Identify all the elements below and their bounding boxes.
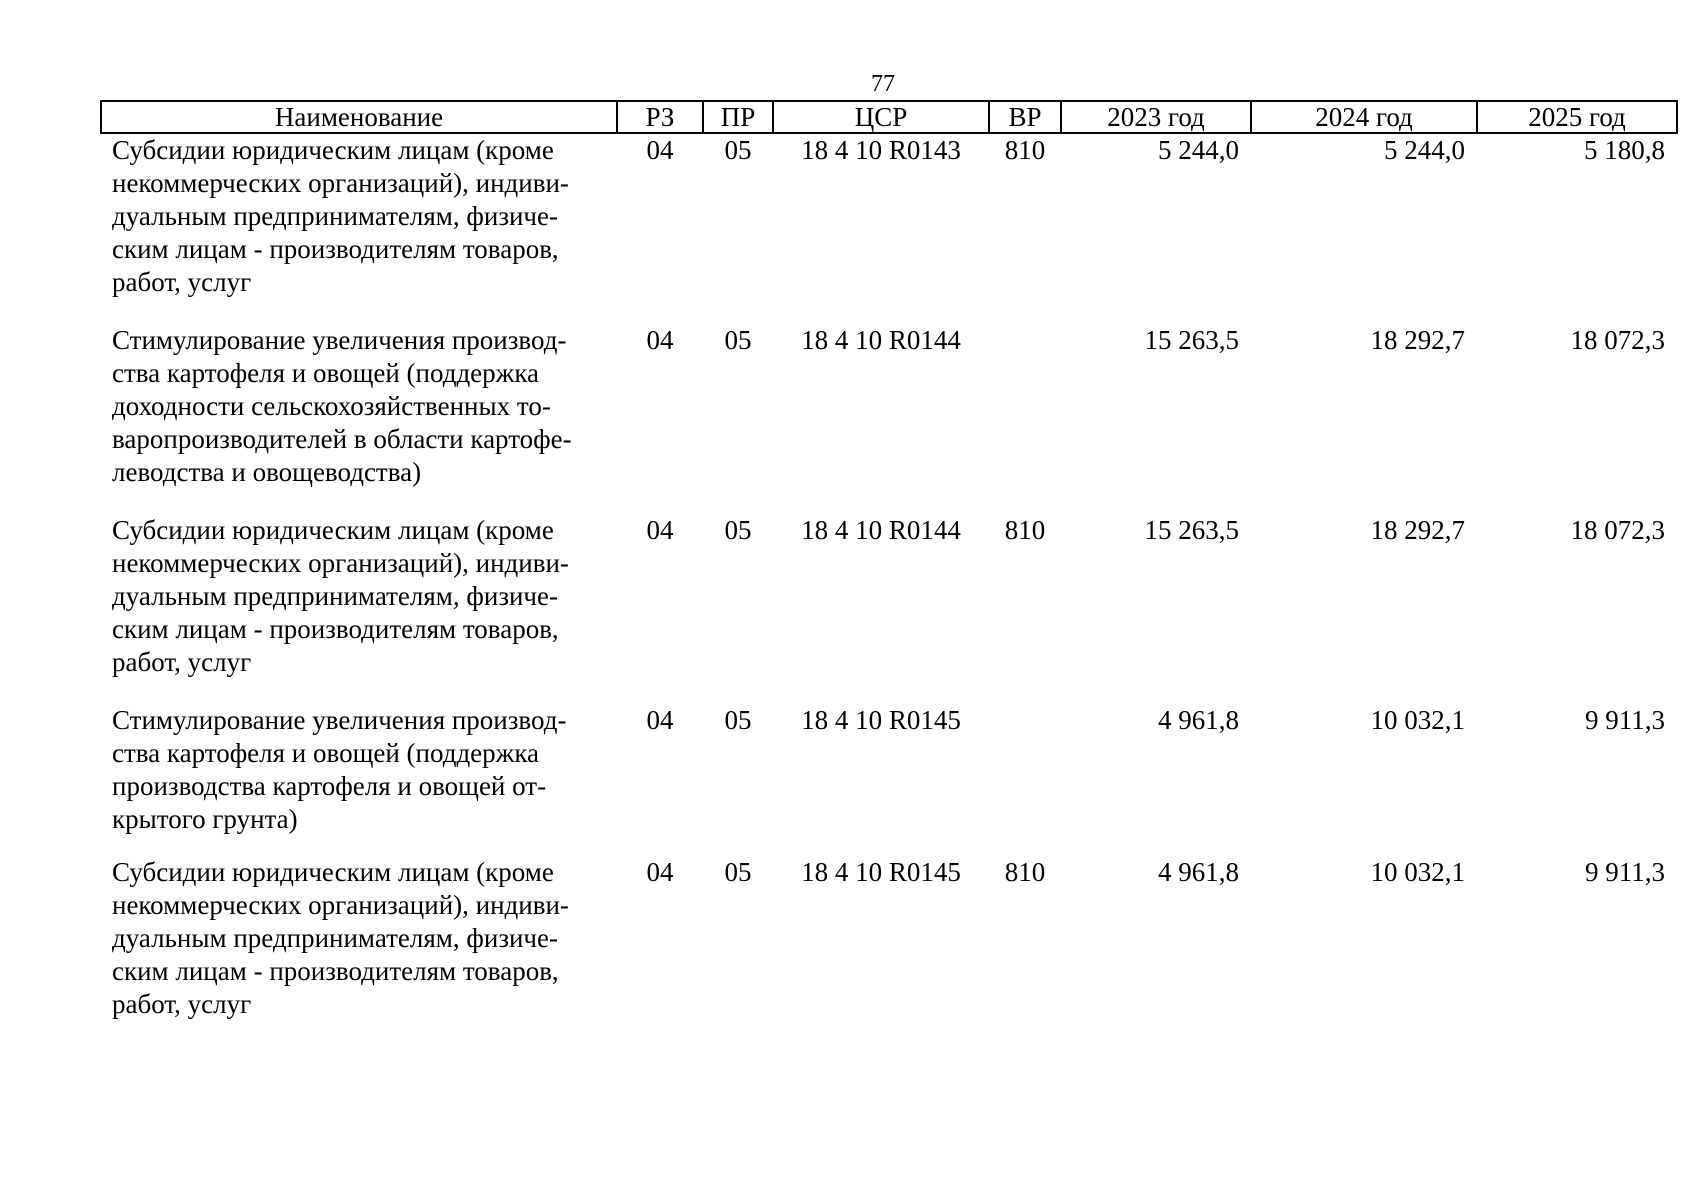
cell-2023: 15 263,5 (1144, 515, 1239, 545)
cell-csr: 18 4 10 R0144 (801, 515, 961, 545)
cell-csr: 18 4 10 R0145 (801, 857, 961, 887)
cell-2023: 4 961,8 (1158, 705, 1239, 735)
header-pr: ПР (703, 101, 773, 133)
cell-pr: 05 (724, 705, 752, 735)
cell-pr: 05 (724, 325, 752, 355)
table-row (101, 856, 1677, 1046)
cell-csr: 18 4 10 R0145 (801, 705, 961, 735)
cell-2023: 4 961,8 (1158, 857, 1239, 887)
page-number: 77 (871, 71, 895, 97)
cell-2024: 10 032,1 (1370, 857, 1465, 887)
cell-2025: 5 180,8 (1584, 135, 1665, 165)
cell-vr (989, 324, 1061, 514)
cell-pr: 05 (724, 857, 752, 887)
cell-2025: 9 911,3 (1585, 705, 1665, 735)
cell-vr: 810 (1004, 515, 1046, 545)
cell-name: Субсидии юридическим лицам (кроме некоммерческих организаций), индиви-дуальным предпринимателям, физиче-ским лицам - производителям товаров, работ, услуг (112, 135, 569, 297)
header-vr: ВР (989, 101, 1061, 133)
cell-2023: 5 244,0 (1158, 135, 1239, 165)
table-row (101, 514, 1677, 704)
cell-csr: 18 4 10 R0144 (801, 325, 961, 355)
cell-2024: 18 292,7 (1370, 515, 1465, 545)
header-row (101, 101, 1677, 133)
budget-table (100, 100, 1678, 1046)
cell-2024: 18 292,7 (1370, 325, 1465, 355)
header-name: Наименование (101, 101, 617, 133)
header-csr: ЦСР (773, 101, 989, 133)
cell-name: Стимулирование увеличения производ-ства картофеля и овощей (поддержка доходности сельскохозяйственных то-варопроизводителей в области картофе-леводства и овощеводства) (112, 325, 572, 487)
table-header (101, 101, 1677, 133)
table-row (101, 133, 1677, 324)
cell-2024: 10 032,1 (1370, 705, 1465, 735)
cell-2024: 5 244,0 (1384, 135, 1465, 165)
header-2024: 2024 год (1251, 101, 1477, 133)
table-row (101, 704, 1677, 856)
cell-rz: 04 (646, 325, 674, 355)
cell-vr: 810 (1004, 135, 1046, 165)
header-2025: 2025 год (1477, 101, 1677, 133)
cell-rz: 04 (646, 515, 674, 545)
cell-2025: 9 911,3 (1585, 857, 1665, 887)
cell-name: Субсидии юридическим лицам (кроме некоммерческих организаций), индиви-дуальным предпринимателям, физиче-ским лицам - производителям товаров, работ, услуг (112, 857, 569, 1019)
cell-name: Стимулирование увеличения производ-ства картофеля и овощей (поддержка производства картофеля и овощей от-крытого грунта) (112, 705, 567, 834)
cell-rz: 04 (646, 857, 674, 887)
cell-name: Субсидии юридическим лицам (кроме некоммерческих организаций), индиви-дуальным предпринимателям, физиче-ским лицам - производителям товаров, работ, услуг (112, 515, 569, 677)
cell-csr: 18 4 10 R0143 (801, 135, 961, 165)
table-row (101, 324, 1677, 514)
cell-rz: 04 (646, 705, 674, 735)
header-2023: 2023 год (1061, 101, 1251, 133)
cell-2025: 18 072,3 (1570, 515, 1665, 545)
header-rz: РЗ (617, 101, 703, 133)
cell-pr: 05 (724, 515, 752, 545)
cell-pr: 05 (724, 135, 752, 165)
cell-2023: 15 263,5 (1144, 325, 1239, 355)
cell-vr: 810 (1004, 857, 1046, 887)
cell-2025: 18 072,3 (1570, 325, 1665, 355)
table-body (101, 133, 1677, 1046)
cell-rz: 04 (646, 135, 674, 165)
cell-vr (989, 704, 1061, 856)
